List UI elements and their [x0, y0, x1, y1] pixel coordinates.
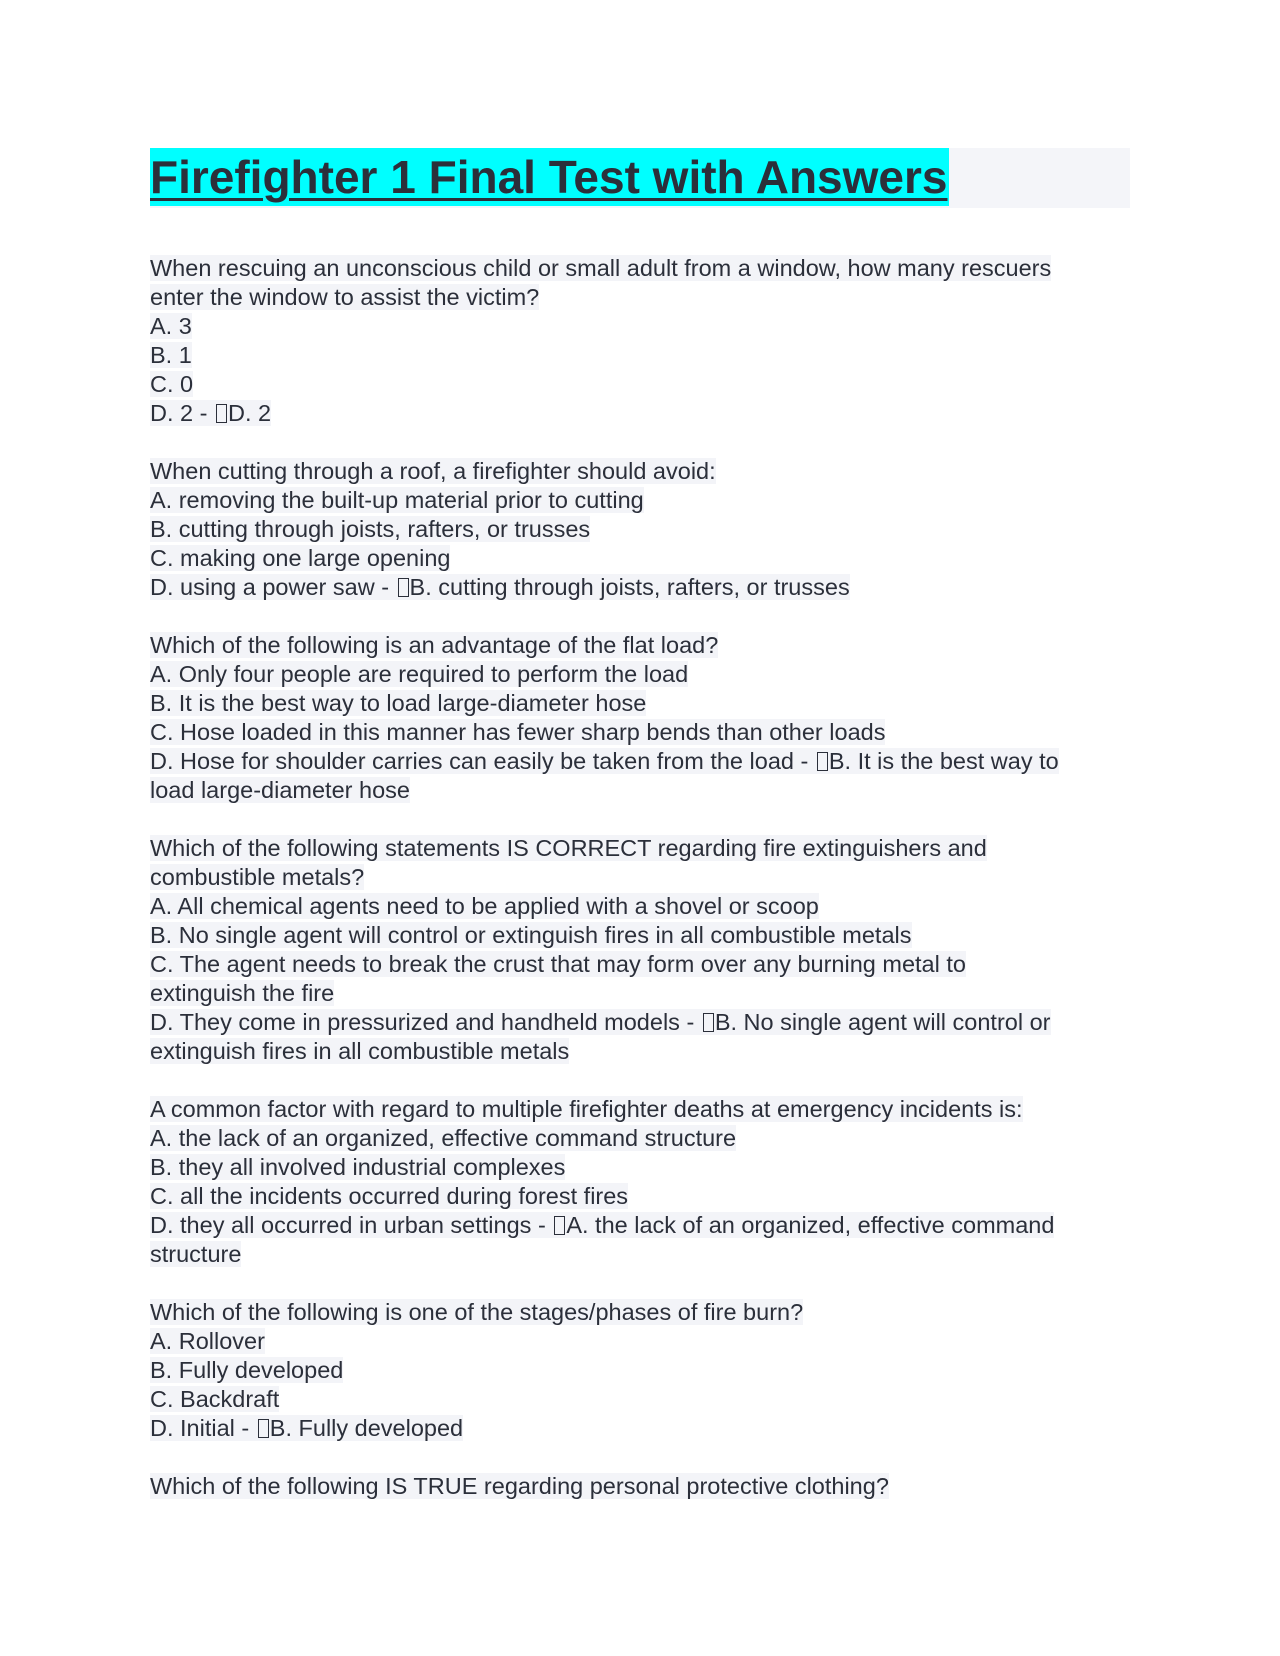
answer-line: load large-diameter hose — [150, 777, 410, 803]
answer-line: structure — [150, 1241, 242, 1267]
answer-line: extinguish fires in all combustible metals — [150, 1038, 570, 1064]
last-option: D. using a power saw - — [150, 574, 396, 600]
question-block — [150, 457, 1130, 602]
missing-glyph-icon — [216, 404, 227, 423]
question-text-line: Which of the following is an advantage of the flat load? — [150, 632, 719, 658]
question-text-line: Which of the following statements IS CORRECT regarding fire extinguishers and — [150, 835, 987, 861]
last-option: D. Hose for shoulder carries can easily be taken from the load - — [150, 748, 815, 774]
question-block — [150, 254, 1130, 428]
question-text-line: A common factor with regard to multiple firefighter deaths at emergency incidents is: — [150, 1096, 1023, 1122]
option-line: C. all the incidents occurred during forest fires — [150, 1183, 629, 1209]
answer-text: B. It is the best way to — [828, 748, 1059, 774]
question-block — [150, 834, 1130, 1066]
question-text-line: combustible metals? — [150, 864, 365, 890]
option-line: B. 1 — [150, 342, 192, 368]
option-line: A. Rollover — [150, 1328, 265, 1354]
option-line: B. It is the best way to load large-diameter hose — [150, 690, 647, 716]
option-line: C. 0 — [150, 371, 194, 397]
answer-text: B. cutting through joists, rafters, or trusses — [409, 574, 850, 600]
answer-line — [150, 573, 1130, 602]
option-line: C. Backdraft — [150, 1386, 280, 1412]
missing-glyph-icon — [258, 1419, 269, 1438]
last-option: D. They come in pressurized and handheld models - — [150, 1009, 701, 1035]
option-line: B. cutting through joists, rafters, or trusses — [150, 516, 591, 542]
answer-line — [150, 399, 1130, 428]
missing-glyph-icon — [817, 752, 828, 771]
question-text-line: Which of the following IS TRUE regarding personal protective clothing? — [150, 1473, 889, 1499]
option-line: C. Hose loaded in this manner has fewer sharp bends than other loads — [150, 719, 886, 745]
answer-line — [150, 747, 1130, 776]
page-title: Firefighter 1 Final Test with Answers — [150, 148, 949, 206]
answer-text: B. Fully developed — [269, 1415, 464, 1441]
answer-text: A. the lack of an organized, effective command — [566, 1212, 1055, 1238]
question-text-line: enter the window to assist the victim? — [150, 284, 540, 310]
answer-text: D. 2 — [227, 400, 272, 426]
question-text-line: Which of the following is one of the stages/phases of fire burn? — [150, 1299, 804, 1325]
answer-line — [150, 1008, 1130, 1037]
missing-glyph-icon — [703, 1013, 714, 1032]
last-option: D. Initial - — [150, 1415, 256, 1441]
option-line: extinguish the fire — [150, 980, 335, 1006]
option-line: B. No single agent will control or extinguish fires in all combustible metals — [150, 922, 912, 948]
answer-text: B. No single agent will control or — [714, 1009, 1051, 1035]
missing-glyph-icon — [398, 578, 409, 597]
option-line: A. Only four people are required to perform the load — [150, 661, 689, 687]
option-line: C. The agent needs to break the crust that may form over any burning metal to — [150, 951, 966, 977]
last-option: D. they all occurred in urban settings - — [150, 1212, 553, 1238]
missing-glyph-icon — [554, 1216, 565, 1235]
question-block — [150, 1095, 1130, 1269]
option-line: A. All chemical agents need to be applied with a shovel or scoop — [150, 893, 819, 919]
question-text-line: When cutting through a roof, a firefighter should avoid: — [150, 458, 716, 484]
option-line: A. removing the built-up material prior to cutting — [150, 487, 644, 513]
option-line: A. 3 — [150, 313, 192, 339]
option-line: B. Fully developed — [150, 1357, 344, 1383]
option-line: C. making one large opening — [150, 545, 451, 571]
answer-line — [150, 1414, 1130, 1443]
document-page — [150, 148, 1130, 1530]
title-block — [150, 148, 1130, 208]
answer-line — [150, 1211, 1130, 1240]
question-text-line: When rescuing an unconscious child or small adult from a window, how many rescuers — [150, 255, 1052, 281]
question-block — [150, 1472, 1130, 1501]
last-option: D. 2 - — [150, 400, 214, 426]
option-line: B. they all involved industrial complexes — [150, 1154, 566, 1180]
option-line: A. the lack of an organized, effective command structure — [150, 1125, 737, 1151]
question-block — [150, 631, 1130, 805]
question-block — [150, 1298, 1130, 1443]
